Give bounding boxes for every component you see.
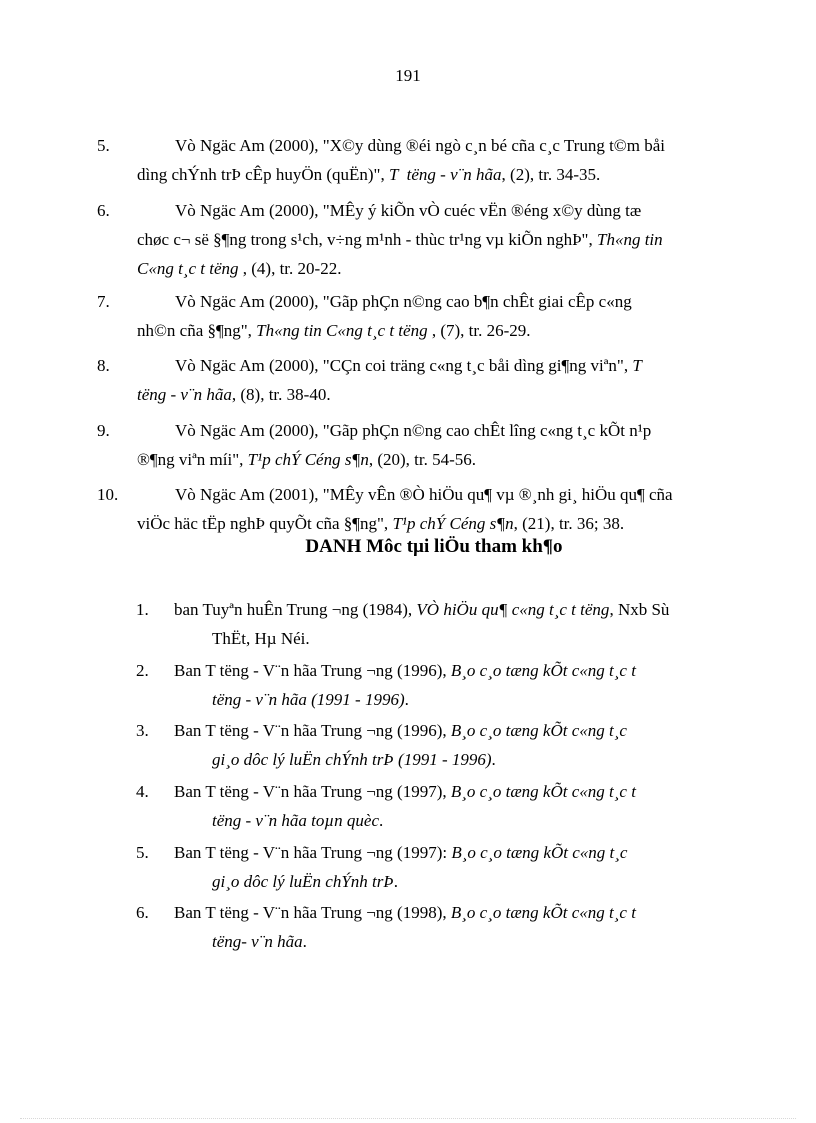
ref-line-1: Ban T tëng - V¨n hãa Trung ¬ng (1996), B¸o c¸o tæng kÕt c«ng t¸c t: [174, 661, 636, 680]
item-line-1: Vò Ngäc Am (2000), "X©y dùng ®éi ngò c¸n bé cña c¸c Trung t©m båi: [175, 136, 665, 155]
ref-number: 2.: [136, 661, 149, 680]
ref-number: 4.: [136, 782, 149, 801]
item-line-1: Vò Ngäc Am (2000), "MÊy ý kiÕn vÒ cuéc vËn ®éng x©y dùng tæ: [175, 201, 642, 220]
item-number: 8.: [97, 356, 110, 375]
item-number: 5.: [97, 136, 110, 155]
item-line-2: chøc c¬ së §¶ng trong s¹ch, v÷ng m¹nh - thùc tr¹ng vµ kiÕn nghÞ", Th«ng tin: [137, 230, 663, 249]
ref-line-2: tëng- v¨n hãa.: [212, 932, 307, 951]
item-line-1: Vò Ngäc Am (2000), "Gãp phÇn n©ng cao chÊt lîng c«ng t¸c kÕt n¹p: [175, 421, 652, 440]
item-number: 7.: [97, 292, 110, 311]
ref-number: 1.: [136, 600, 149, 619]
ref-line-1: Ban T tëng - V¨n hãa Trung ¬ng (1996), B¸o c¸o tæng kÕt c«ng t¸c: [174, 721, 627, 740]
ref-number: 6.: [136, 903, 149, 922]
item-number: 6.: [97, 201, 110, 220]
ref-number: 3.: [136, 721, 149, 740]
item-line-2: viÖc häc tËp nghÞ quyÕt cña §¶ng", T¹p chÝ Céng s¶n, (21), tr. 36; 38.: [137, 514, 625, 533]
ref-line-1: Ban T tëng - V¨n hãa Trung ¬ng (1998), B¸o c¸o tæng kÕt c«ng t¸c t: [174, 903, 636, 922]
ref-line-2: gi¸o dôc lý luËn chÝnh trÞ (1991 - 1996).: [212, 750, 496, 769]
ref-line-2: gi¸o dôc lý luËn chÝnh trÞ.: [212, 872, 399, 891]
ref-line-2: tëng - v¨n hãa (1991 - 1996).: [212, 690, 409, 709]
item-line-2: ®¶ng viªn míi", T¹p chÝ Céng s¶n, (20), tr. 54-56.: [137, 450, 477, 469]
item-line-2: tëng - v¨n hãa, (8), tr. 38-40.: [137, 385, 331, 404]
item-number: 10.: [97, 485, 119, 504]
item-line-2: nh©n cña §¶ng", Th«ng tin C«ng t¸c t tëng , (7), tr. 26-29.: [137, 321, 531, 340]
item-line-1: Vò Ngäc Am (2001), "MÊy vÊn ®Ò hiÖu qu¶ vµ ®¸nh gi¸ hiÖu qu¶ cña: [175, 485, 673, 504]
item-line-2: dìng chÝnh trÞ cÊp huyÖn (quËn)", T tëng - v¨n hãa, (2), tr. 34-35.: [137, 165, 601, 184]
item-line-3: C«ng t¸c t tëng , (4), tr. 20-22.: [137, 259, 342, 278]
ref-line-1: Ban T tëng - V¨n hãa Trung ¬ng (1997): B¸o c¸o tæng kÕt c«ng t¸c: [174, 843, 628, 862]
item-number: 9.: [97, 421, 110, 440]
item-line-1: Vò Ngäc Am (2000), "CÇn coi träng c«ng t¸c båi dìng gi¶ng viªn", T: [175, 356, 642, 375]
item-line-1: Vò Ngäc Am (2000), "Gãp phÇn n©ng cao b¶n chÊt giai cÊp c«ng: [175, 292, 632, 311]
ref-line-2: ThËt, Hµ Néi.: [212, 629, 310, 648]
ref-line-1: ban Tuyªn huÊn Trung ¬ng (1984), VÒ hiÖu qu¶ c«ng t¸c t tëng, Nxb Sù: [174, 600, 670, 619]
ref-number: 5.: [136, 843, 149, 862]
page-bottom-divider: [20, 1118, 796, 1119]
section-heading: DANH Môc tµi liÖu tham kh¶o: [305, 536, 563, 557]
page-number: 191: [395, 66, 421, 85]
ref-line-2: tëng - v¨n hãa toµn quèc.: [212, 811, 384, 830]
ref-line-1: Ban T tëng - V¨n hãa Trung ¬ng (1997), B¸o c¸o tæng kÕt c«ng t¸c t: [174, 782, 636, 801]
